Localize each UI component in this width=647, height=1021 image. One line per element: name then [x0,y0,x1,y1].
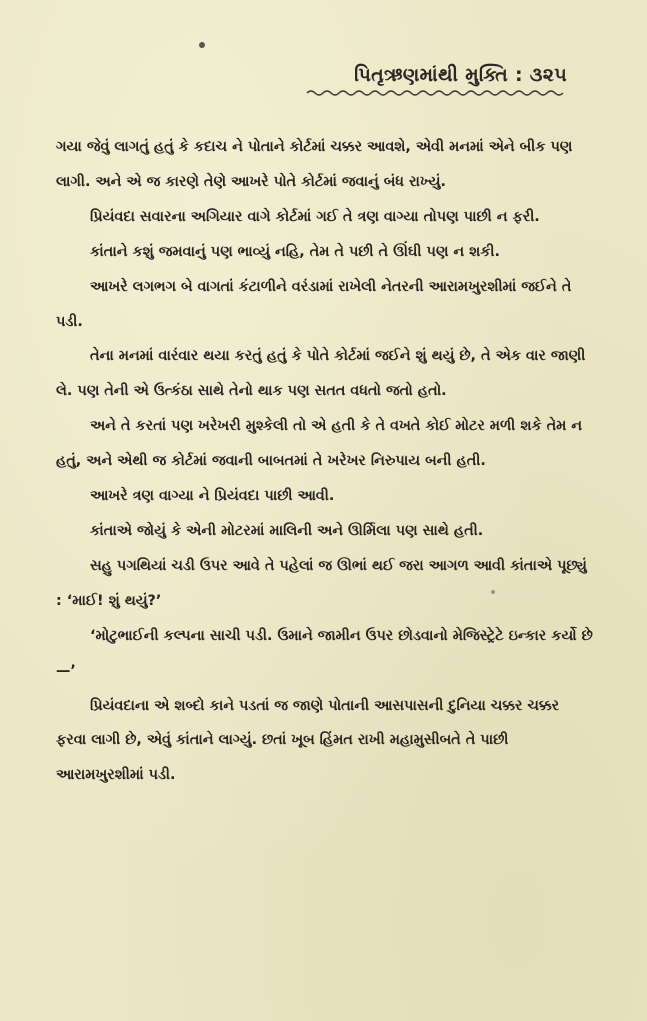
running-head: પિતૃઋણમાંથી મુક્તિ : ૩૨૫ [354,64,567,86]
body-text [56,130,594,793]
paragraph: સહુ પગથિયાં ચડી ઉપર આવે તે પહેલાં જ ઊભાં થઈ જરા આગળ આવી કાંતાએ પૂછ્યું : ‘માઈ! શું થયું?’ [56,557,587,609]
paragraph: કાંતાને કશું જમવાનું પણ ભાવ્યું નહિ, તેમ તે પછી તે ઊંઘી પણ ન શકી. [90,243,500,260]
paragraph: અને તે કરતાં પણ ખરેખરી મુશ્કેલી તો એ હતી કે તે વખતે કોઈ મોટર મળી શકે તેમ ન હતું, અને એથી જ કોર્ટમાં જવાની બાબતમાં તે ખરેખર નિરુપાય બની હતી. [56,418,583,470]
page-header [305,64,567,98]
ink-dot [199,42,205,48]
paragraph: ‘મોટુભાઈની કલ્પના સાચી પડી. ઉમાને જામીન ઉપર છોડવાનો મેજિસ્ટ્રેટે ઇન્કાર કર્યો છે —’ [56,627,593,679]
paragraph: આખરે ત્રણ વાગ્યા ને પ્રિયંવદા પાછી આવી. [90,488,335,505]
paragraph: આખરે લગભગ બે વાગતાં કંટાળીને વરંડામાં રાખેલી નેતરની આરામખુરશીમાં જઈને તે પડી. [56,278,572,330]
decorative-wavy-underline [305,88,567,98]
stray-ink-mark [491,590,495,594]
paragraph: કાંતાએ જોયું કે એની મોટરમાં માલિની અને ઊર્મિલા પણ સાથે હતી. [90,522,484,539]
paragraph: તેના મનમાં વારંવાર થયા કરતું હતું કે પોતે કોર્ટમાં જઈને શું થયું છે, તે એક વાર જાણી લે. પણ તેની એ ઉત્કંઠા સાથે તેનો થાક પણ સતત વધતો જતો હતો. [56,348,586,400]
paragraph: પ્રિયંવદાના એ શબ્દો કાને પડતાં જ જાણે પોતાની આસપાસની દુનિયા ચક્કર ચક્કર ફરવા લાગી છે, એવું કાંતાને લાગ્યું. છતાં ખૂબ હિંમત રાખી મહામુસીબતે તે પાછી આરામખુરશીમાં પડી. [56,697,560,784]
paragraph: ગયા જેવું લાગતું હતું કે કદાચ ને પોતાને કોર્ટમાં ચક્કર આવશે, એવી મનમાં એને બીક પણ લાગી. અને એ જ કારણે તેણે આખરે પોતે કોર્ટમાં જવાનું બંધ રાખ્યું. [56,139,573,190]
paragraph: પ્રિયંવદા સવારના અગિયાર વાગે કોર્ટમાં ગઈ તે ત્રણ વાગ્યા તોપણ પાછી ન ફરી. [90,208,540,225]
